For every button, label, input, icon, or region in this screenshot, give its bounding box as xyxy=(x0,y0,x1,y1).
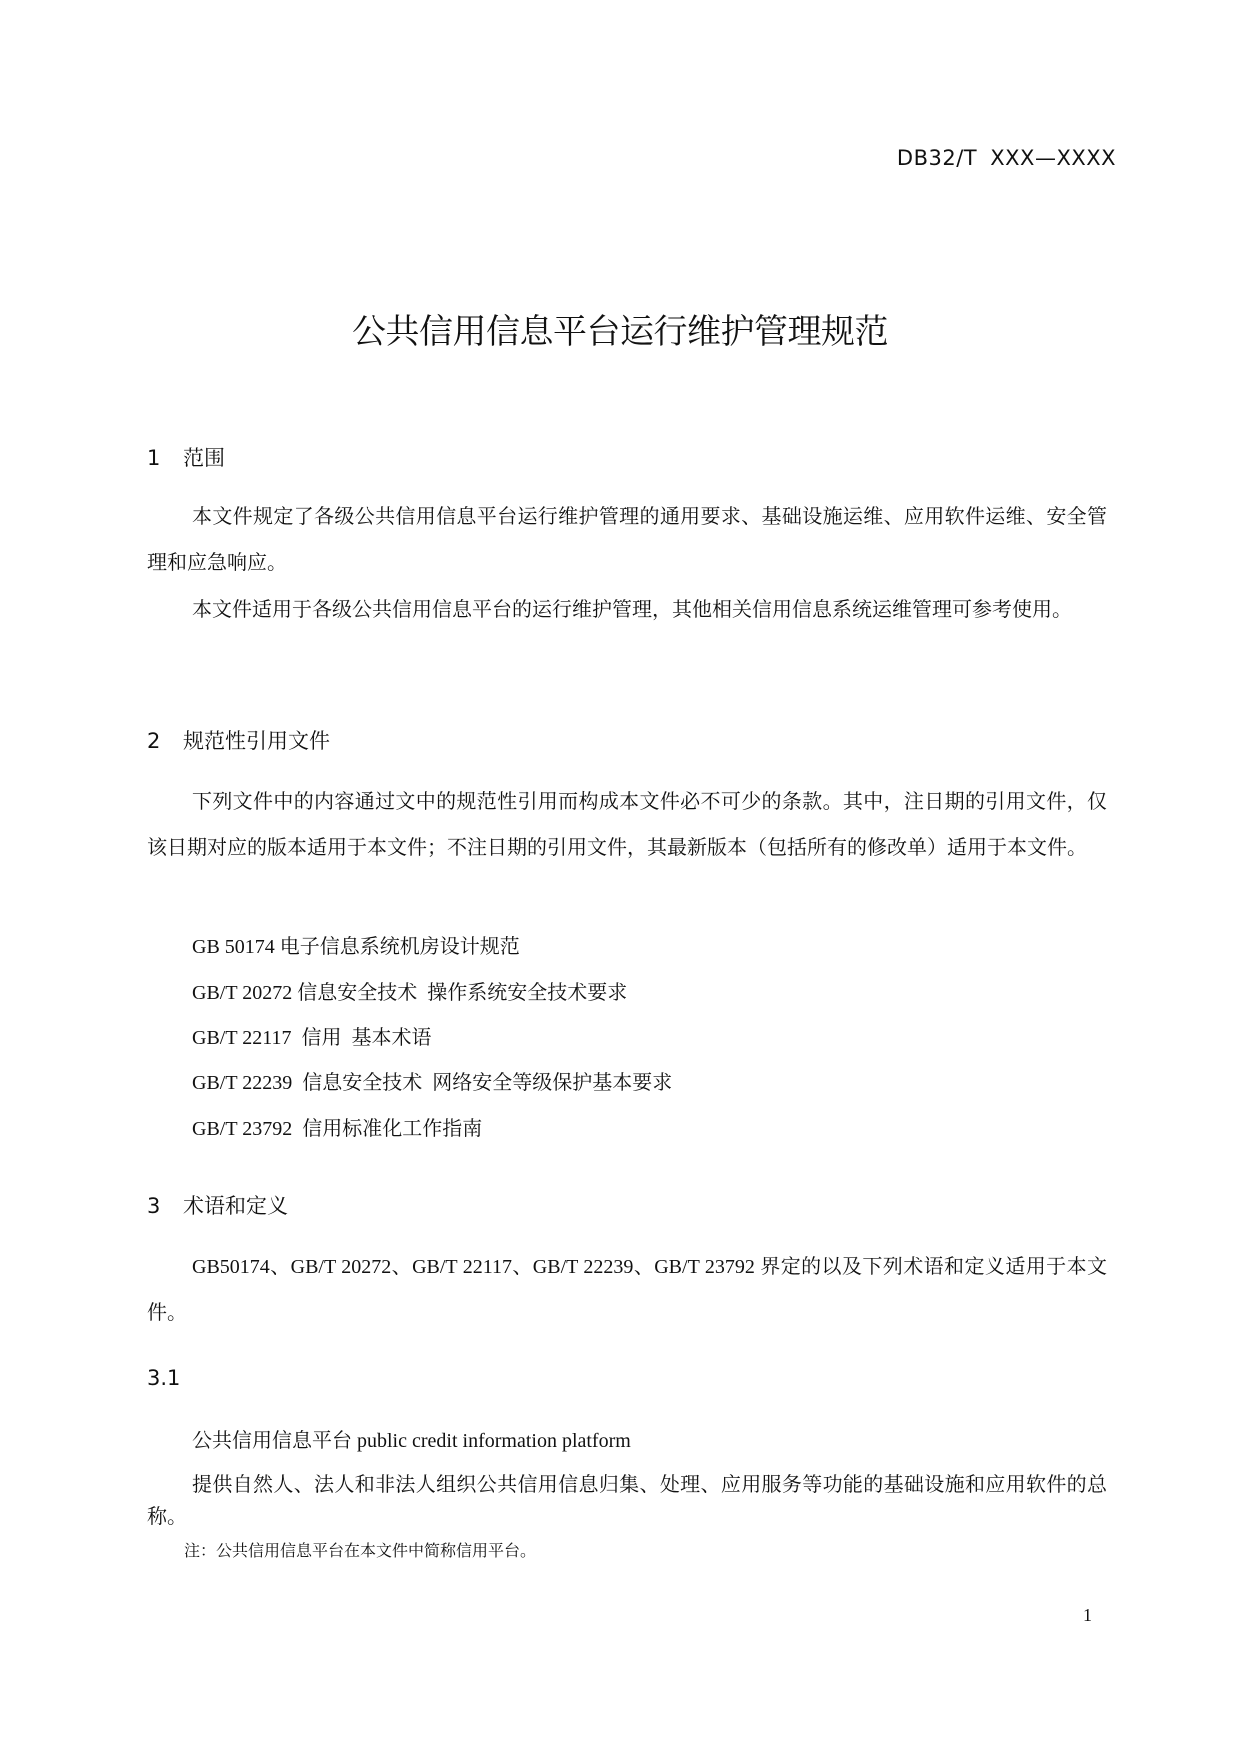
page-number: 1 xyxy=(1083,1605,1092,1625)
term-3-1-number: 3.1 xyxy=(147,1366,181,1390)
term-3-1-english: public credit information platform xyxy=(357,1430,631,1452)
reference-item: GB/T 22239 信息安全技术 网络安全等级保护基本要求 xyxy=(192,1072,673,1094)
reference-item: GB/T 22117 信用 基本术语 xyxy=(192,1027,432,1049)
section-3-heading xyxy=(147,1190,288,1220)
section-3-intro: GB50174、GB/T 20272、GB/T 22117、GB/T 22239、GB/T 23792 界定的以及下列术语和定义适用于本文件。 xyxy=(147,1256,1107,1324)
section-2-heading xyxy=(147,725,330,755)
document-code: DB32/T XXX—XXXX xyxy=(896,146,1116,170)
section-3-number: 3 xyxy=(147,1194,161,1218)
document-title: 公共信用信息平台运行维护管理规范 xyxy=(352,312,888,352)
term-3-1-note: 注：公共信用信息平台在本文件中简称信用平台。 xyxy=(184,1543,537,1560)
section-2-number: 2 xyxy=(147,729,161,753)
section-1-paragraph-1: 本文件规定了各级公共信用信息平台运行维护管理的通用要求、基础设施运维、应用软件运维、安全管理和应急响应。 xyxy=(147,506,1107,574)
term-3-1-chinese: 公共信用信息平台 xyxy=(192,1428,352,1452)
term-3-1-definition: 提供自然人、法人和非法人组织公共信用信息归集、处理、应用服务等功能的基础设施和应用软件的总称。 xyxy=(147,1474,1107,1528)
section-1-heading xyxy=(147,442,225,472)
section-1-paragraph-2: 本文件适用于各级公共信用信息平台的运行维护管理，其他相关信用信息系统运维管理可参考使用。 xyxy=(192,599,1072,621)
reference-item: GB 50174 电子信息系统机房设计规范 xyxy=(192,936,520,958)
reference-item: GB/T 23792 信用标准化工作指南 xyxy=(192,1118,483,1140)
section-3-title: 术语和定义 xyxy=(183,1194,288,1218)
section-1-number: 1 xyxy=(147,446,161,470)
section-2-title: 规范性引用文件 xyxy=(183,729,330,753)
reference-item: GB/T 20272 信息安全技术 操作系统安全技术要求 xyxy=(192,982,628,1004)
section-2-intro: 下列文件中的内容通过文中的规范性引用而构成本文件必不可少的条款。其中，注日期的引用文件，仅该日期对应的版本适用于本文件；不注日期的引用文件，其最新版本（包括所有的修改单）适用于本文件。 xyxy=(147,791,1107,859)
section-1-title: 范围 xyxy=(183,446,225,470)
term-3-1-entry xyxy=(192,1424,631,1453)
